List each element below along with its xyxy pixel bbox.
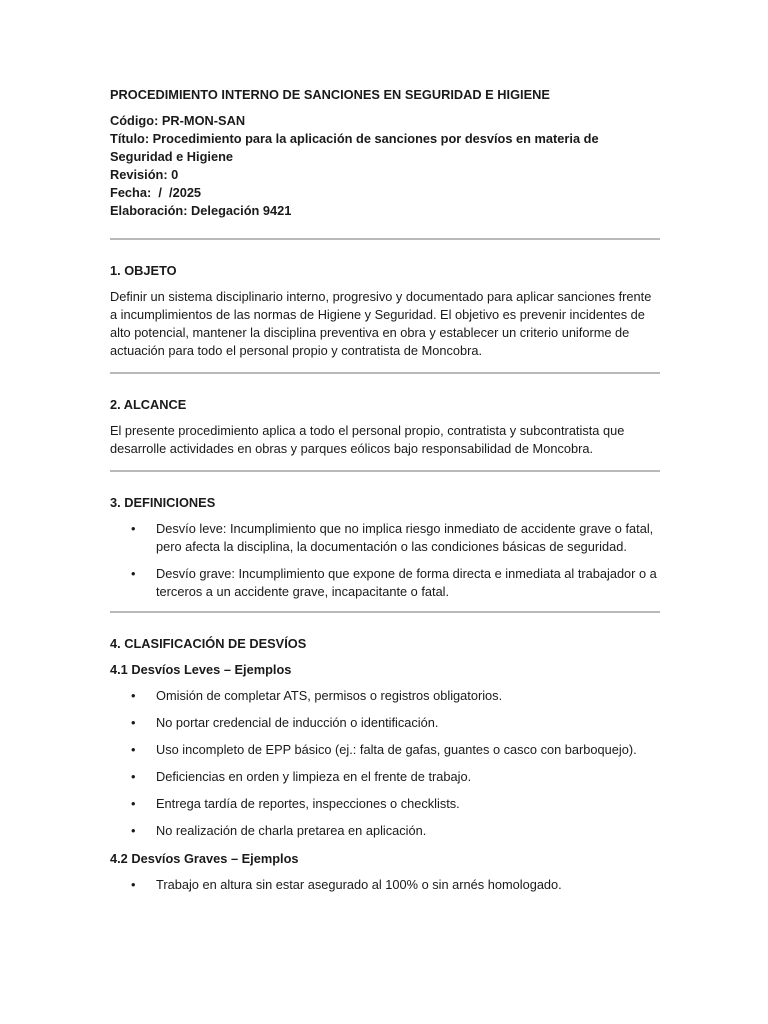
list-item: • Desvío grave: Incumplimiento que expone de forma directa e inmediata al trabajador o a terceros a un accidente grave, incapacitante o fatal. [131, 566, 657, 599]
bullet-icon: • [131, 796, 136, 811]
leves-subheading: 4.1 Desvíos Leves – Ejemplos [110, 662, 292, 677]
section-clasificacion-heading: 4. CLASIFICACIÓN DE DESVÍOS [110, 636, 307, 651]
leves-list [110, 687, 660, 840]
bullet-icon: • [131, 715, 136, 730]
bullet-icon: • [131, 566, 136, 581]
bullet-icon: • [131, 688, 136, 703]
document-body [110, 86, 660, 904]
section-alcance-heading: 2. ALCANCE [110, 397, 187, 412]
bullet-icon: • [131, 521, 136, 536]
document-title: PROCEDIMIENTO INTERNO DE SANCIONES EN SEGURIDAD E HIGIENE [110, 87, 550, 102]
definiciones-list [110, 520, 660, 601]
bullet-icon: • [131, 769, 136, 784]
list-item: • Entrega tardía de reportes, inspecciones o checklists. [131, 796, 460, 811]
meta-titulo: Título: Procedimiento para la aplicación de sanciones por desvíos en materia de Seguridad e Higiene [110, 131, 599, 164]
graves-list [110, 876, 660, 894]
bullet-icon: • [131, 823, 136, 838]
list-item: • No portar credencial de inducción o identificación. [131, 715, 439, 730]
list-item: • Trabajo en altura sin estar asegurado al 100% o sin arnés homologado. [131, 877, 562, 892]
meta-revision: Revisión: 0 [110, 167, 179, 182]
meta-elaboracion: Elaboración: Delegación 9421 [110, 203, 292, 218]
meta-codigo: Código: PR-MON-SAN [110, 113, 246, 128]
list-item: • Omisión de completar ATS, permisos o registros obligatorios. [131, 688, 503, 703]
graves-subheading: 4.2 Desvíos Graves – Ejemplos [110, 851, 299, 866]
section-definiciones-heading: 3. DEFINICIONES [110, 495, 216, 510]
section-alcance-text: El presente procedimiento aplica a todo el personal propio, contratista y subcontratista que desarrolle actividades en obras y parques eólicos bajo responsabilidad de Moncobra. [110, 423, 625, 456]
divider [110, 372, 660, 374]
list-item: • Uso incompleto de EPP básico (ej.: falta de gafas, guantes o casco con barboquejo). [131, 742, 637, 757]
list-item: • No realización de charla pretarea en aplicación. [131, 823, 427, 838]
bullet-icon: • [131, 877, 136, 892]
divider [110, 470, 660, 472]
meta-fecha: Fecha: / /2025 [110, 185, 202, 200]
divider [110, 611, 660, 613]
list-item: • Deficiencias en orden y limpieza en el frente de trabajo. [131, 769, 472, 784]
bullet-icon: • [131, 742, 136, 757]
list-item: • Desvío leve: Incumplimiento que no implica riesgo inmediato de accidente grave o fatal, pero afecta la disciplina, la documentación o las condiciones básicas de seguridad. [131, 521, 654, 554]
section-objeto-heading: 1. OBJETO [110, 263, 177, 278]
document-metadata [110, 112, 660, 220]
divider [110, 238, 660, 240]
section-objeto-text: Definir un sistema disciplinario interno, progresivo y documentado para aplicar sanciones frente a incumplimientos de las normas de Higiene y Seguridad. El objetivo es prevenir incidentes de alto potencial, mantener la disciplina preventiva en obra y establecer un criterio uniforme de actuación para todo el personal propio y contratista de Moncobra. [110, 289, 652, 358]
